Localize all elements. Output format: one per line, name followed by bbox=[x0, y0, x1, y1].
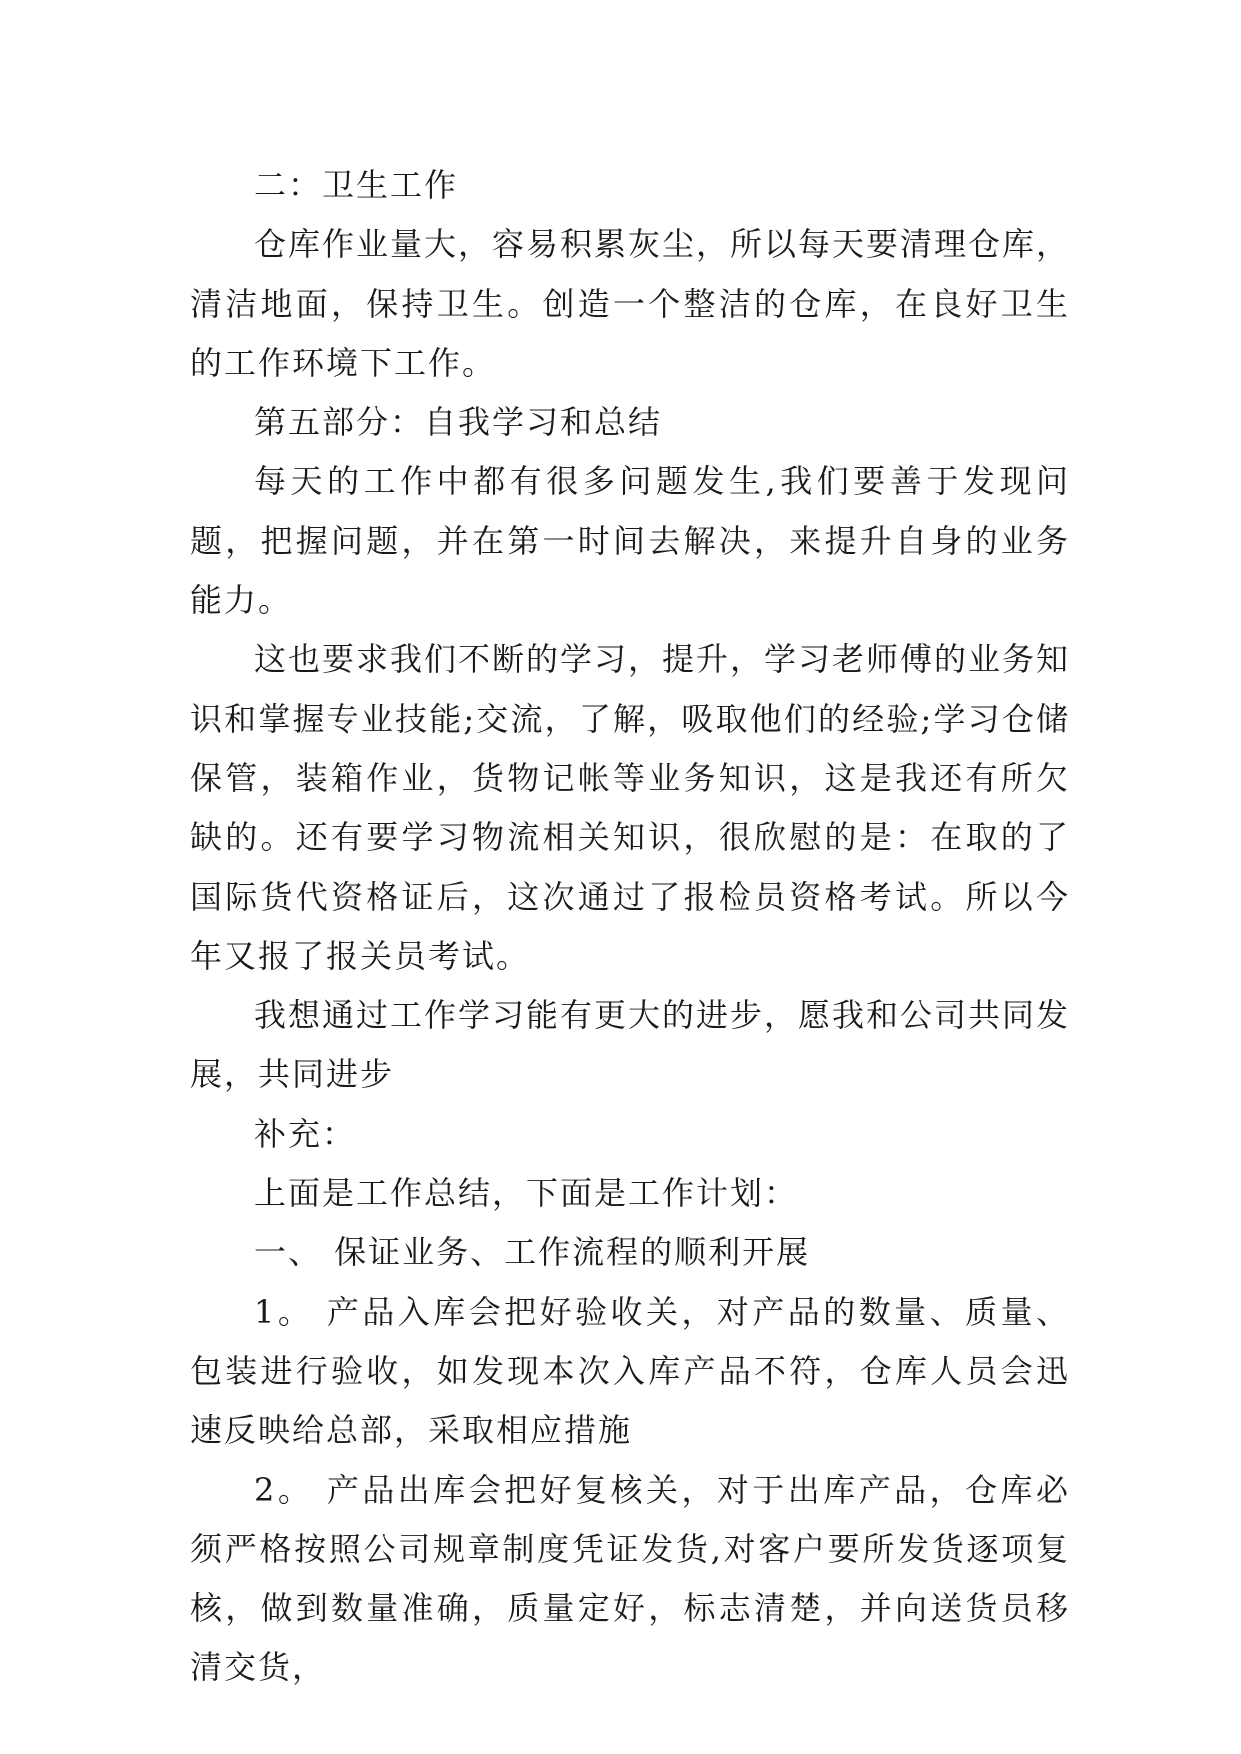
paragraph-progress: 我想通过工作学习能有更大的进步，愿我和公司共同发展，共同进步 bbox=[190, 996, 1071, 1094]
plan-heading-one: 一、 保证业务、工作流程的顺利开展 bbox=[254, 1233, 811, 1272]
paragraph-learning: 这也要求我们不断的学习，提升，学习老师傅的业务知识和掌握专业技能;交流，了解，吸取他们的经验;学习仓储保管，装箱作业，货物记帐等业务知识，这是我还有所欠缺的。还有要学习物流相关知识，很欣慰的是：在取的了国际货代资格证后，这次通过了报检员资格考试。所以今年又报了报关员考试。 bbox=[190, 640, 1071, 975]
paragraph-problems: 每天的工作中都有很多问题发生,我们要善于发现问题，把握问题，并在第一时间去解决，来提升自身的业务能力。 bbox=[190, 462, 1070, 620]
document-body bbox=[190, 156, 1070, 1698]
supplement-label: 补充： bbox=[254, 1114, 357, 1153]
paragraph-plan-intro: 上面是工作总结，下面是工作计划： bbox=[254, 1174, 799, 1213]
plan-item-1: 1。 产品入库会把好验收关，对产品的数量、质量、包装进行验收，如发现本次入库产品不符，仓库人员会迅速反映给总部，采取相应措施 bbox=[190, 1292, 1070, 1450]
section-heading-hygiene: 二：卫生工作 bbox=[254, 166, 459, 204]
section-heading-part-five: 第五部分：自我学习和总结 bbox=[254, 403, 663, 442]
paragraph-hygiene: 仓库作业量大，容易积累灰尘，所以每天要清理仓库，清洁地面，保持卫生。创造一个整洁的仓库，在良好卫生的工作环境下工作。 bbox=[190, 225, 1071, 382]
plan-item-2: 2。 产品出库会把好复核关，对于出库产品，仓库必须严格按照公司规章制度凭证发货,对客户要所发货逐项复核，做到数量准确，质量定好，标志清楚，并向送货员移清交货， bbox=[190, 1470, 1070, 1687]
